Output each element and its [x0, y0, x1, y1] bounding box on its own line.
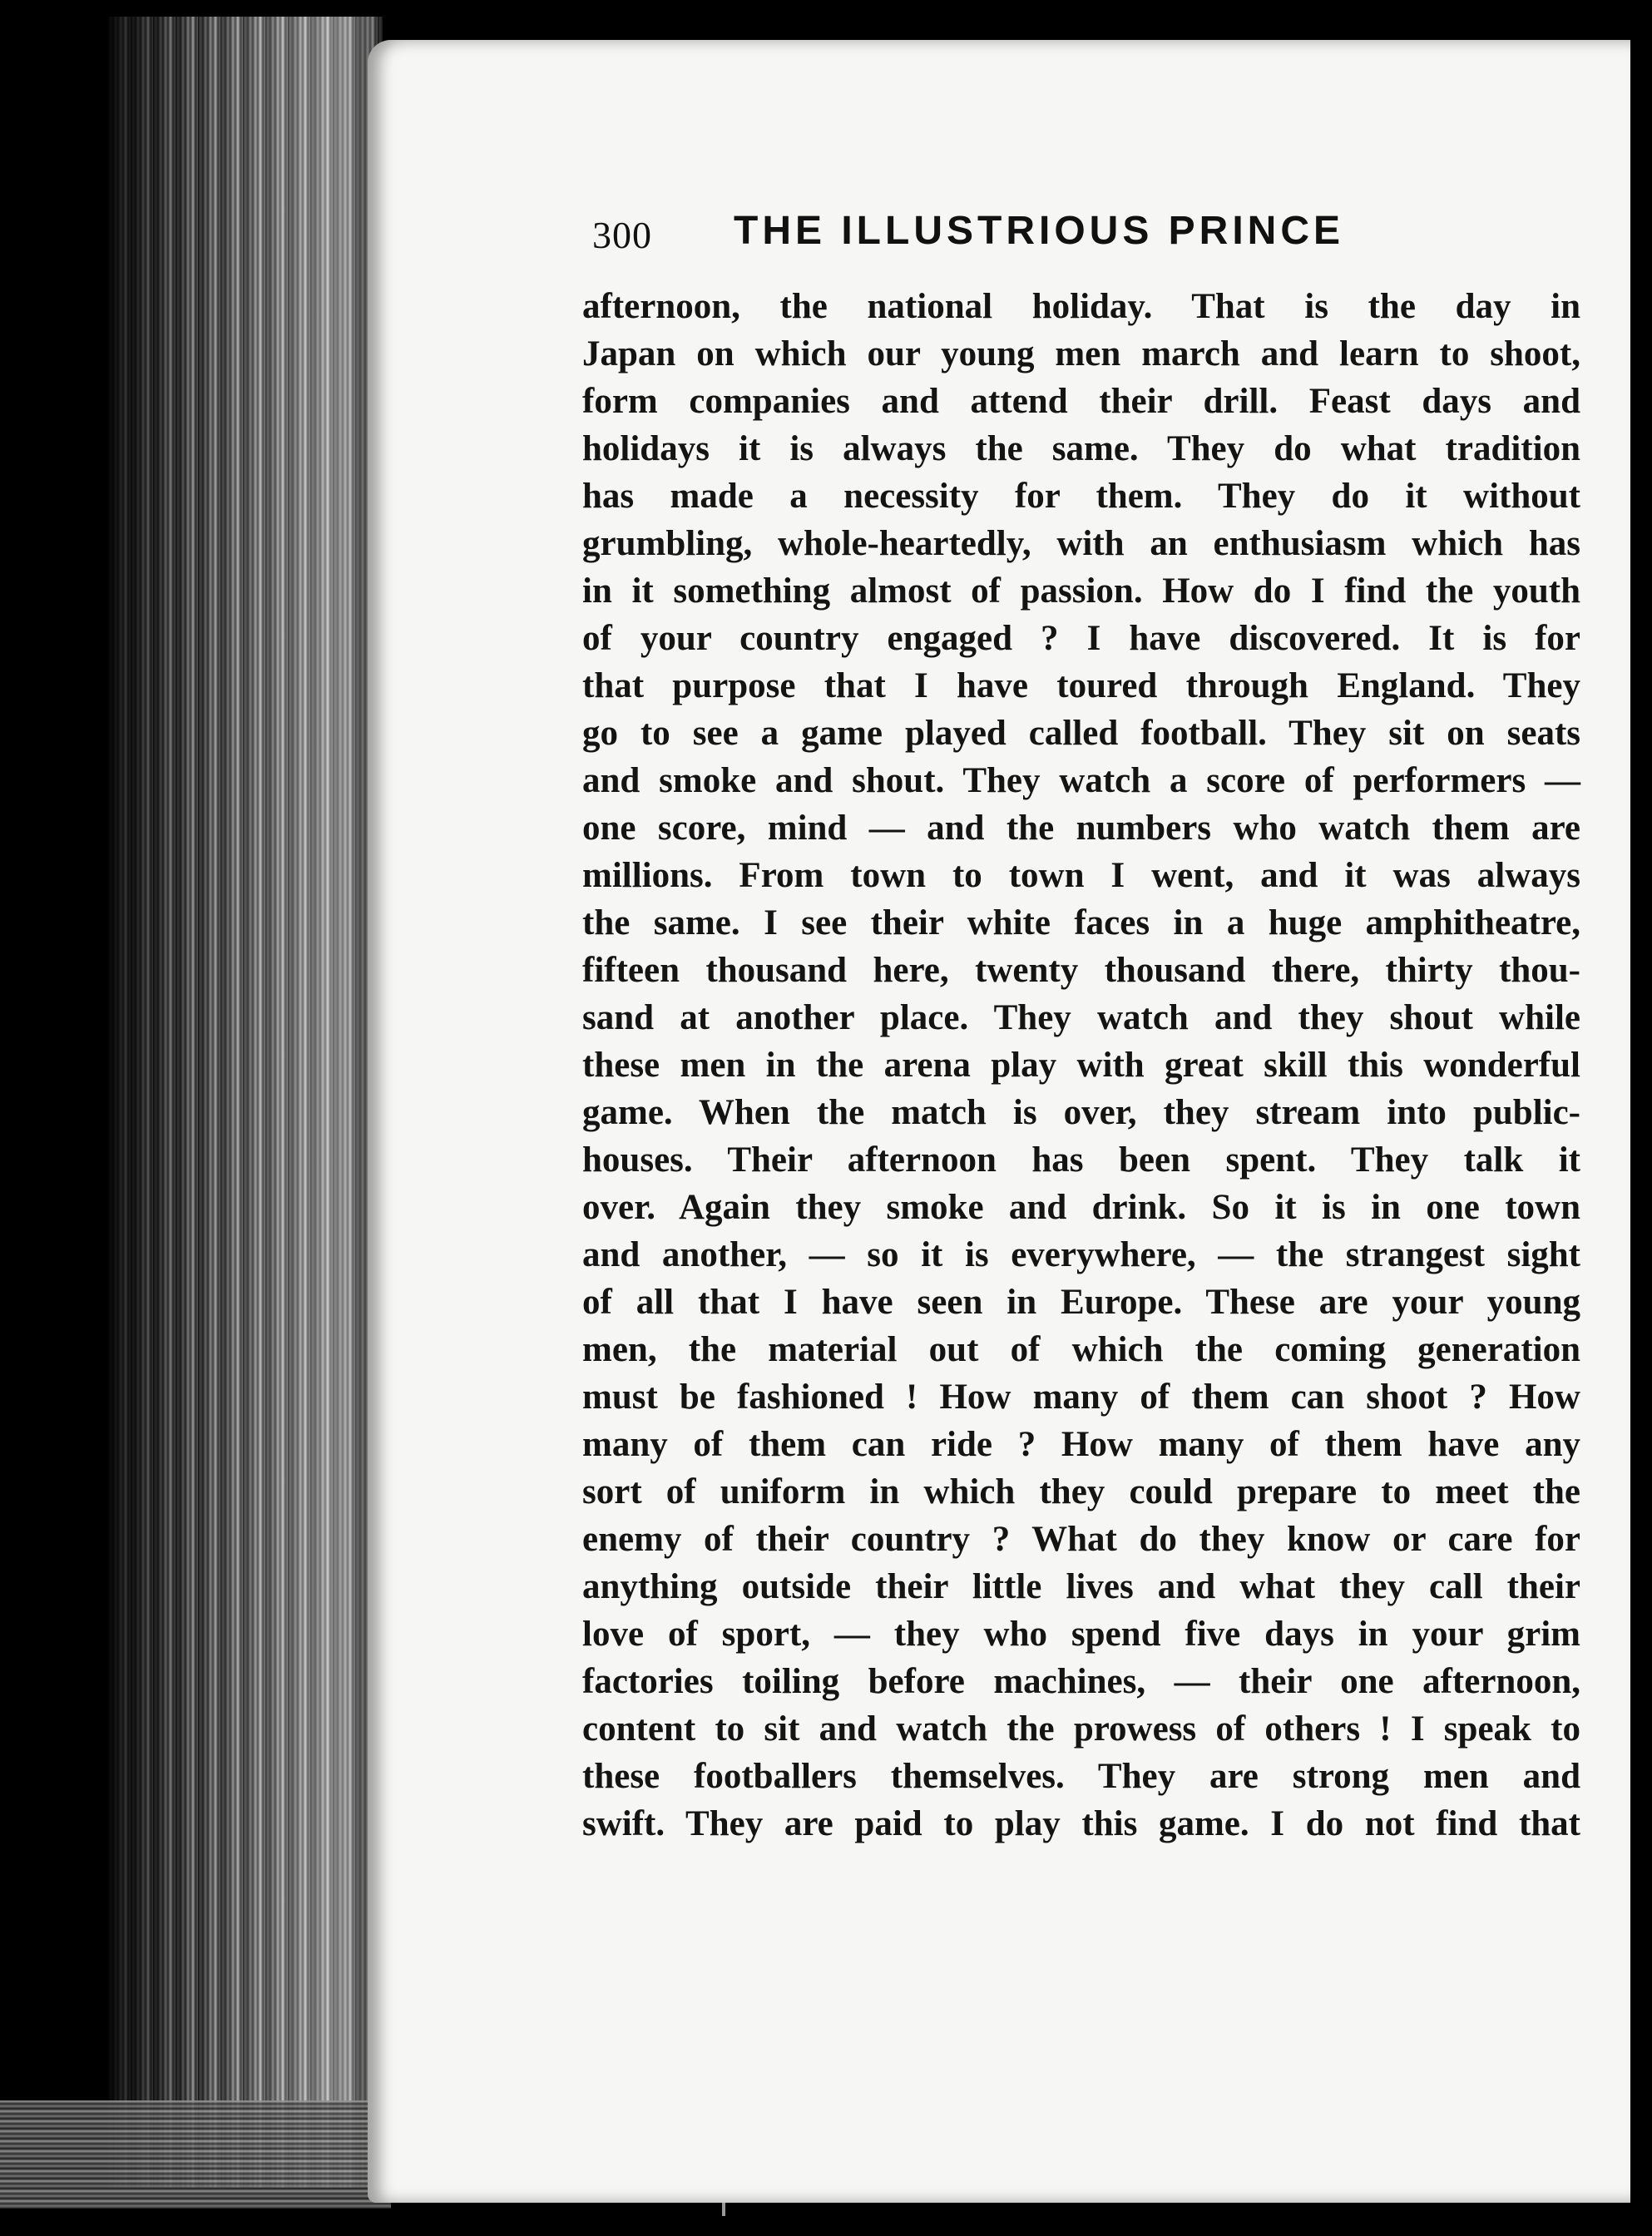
text-line: afternoon, the national holiday. That is the day in: [582, 287, 1580, 326]
book-edge-shading: [108, 17, 383, 2188]
text-line: the same. I see their white faces in a huge amphitheatre,: [582, 903, 1580, 942]
text-line: one score, mind — and the numbers who watch them are: [582, 809, 1580, 848]
text-line: grumbling, whole-heartedly, with an enthusiasm which has: [582, 524, 1580, 563]
text-line: swift. They are paid to play this game. I do not find that: [582, 1804, 1580, 1843]
text-line: and smoke and shout. They watch a score of performers —: [582, 761, 1580, 800]
text-line: must be fashioned ! How many of them can shoot ? How: [582, 1378, 1580, 1417]
text-line: and another, — so it is everywhere, — the strangest sight: [582, 1235, 1580, 1274]
running-title: THE ILLUSTRIOUS PRINCE: [734, 209, 1345, 253]
text-line: in it something almost of passion. How do I find the youth: [582, 571, 1580, 611]
scan-artifact-mark: [722, 2203, 725, 2216]
running-head: [592, 208, 1482, 266]
text-line: go to see a game played called football. They sit on seats: [582, 714, 1580, 753]
text-line: love of sport, — they who spend five days in your grim: [582, 1615, 1580, 1654]
text-line: sand at another place. They watch and they shout while: [582, 998, 1580, 1037]
text-line: content to sit and watch the prowess of others ! I speak to: [582, 1709, 1580, 1749]
text-line: over. Again they smoke and drink. So it is in one town: [582, 1188, 1580, 1227]
body-text: [582, 283, 1580, 1848]
text-line: form companies and attend their drill. Feast days and: [582, 382, 1580, 421]
text-line: fifteen thousand here, twenty thousand there, thirty thou-: [582, 951, 1580, 990]
text-line: millions. From town to town I went, and it was always: [582, 856, 1580, 895]
text-line: these footballers themselves. They are strong men and: [582, 1757, 1580, 1796]
text-line: game. When the match is over, they stream into public-: [582, 1093, 1580, 1132]
text-line: factories toiling before machines, — their one afternoon,: [582, 1662, 1580, 1701]
text-line: men, the material out of which the coming generation: [582, 1330, 1580, 1369]
text-line: houses. Their afternoon has been spent. They talk it: [582, 1140, 1580, 1180]
text-line: enemy of their country ? What do they know or care for: [582, 1520, 1580, 1559]
text-line: holidays it is always the same. They do what tradition: [582, 429, 1580, 468]
text-line: has made a necessity for them. They do it without: [582, 477, 1580, 516]
text-line: Japan on which our young men march and learn to shoot,: [582, 334, 1580, 373]
text-line: many of them can ride ? How many of them have any: [582, 1425, 1580, 1464]
text-line: sort of uniform in which they could prepare to meet the: [582, 1472, 1580, 1511]
scan-right-border: [1630, 0, 1652, 2236]
text-line: that purpose that I have toured through England. They: [582, 666, 1580, 705]
text-line: anything outside their little lives and what they call their: [582, 1567, 1580, 1606]
book-bottom-edge: [0, 2100, 391, 2209]
text-line: these men in the arena play with great skill this wonderful: [582, 1046, 1580, 1085]
page-number: 300: [592, 214, 652, 256]
text-line: of all that I have seen in Europe. These are your young: [582, 1283, 1580, 1322]
text-line: of your country engaged ? I have discovered. It is for: [582, 619, 1580, 658]
